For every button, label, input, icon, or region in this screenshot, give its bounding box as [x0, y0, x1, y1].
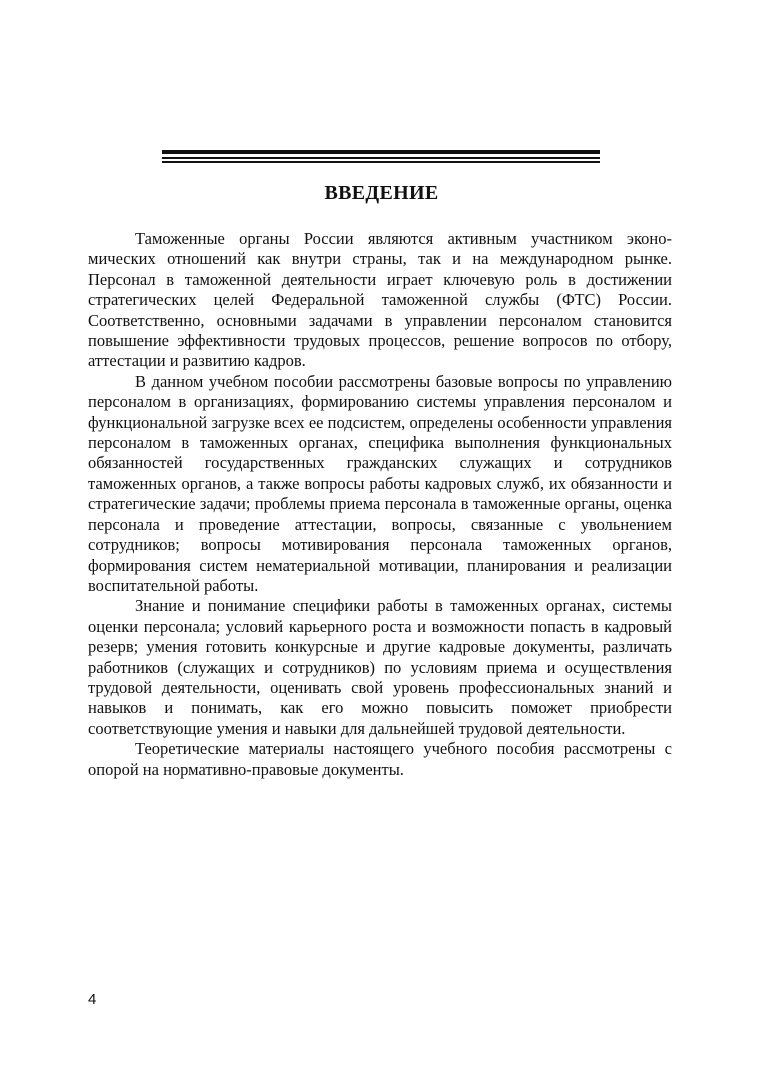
page-number: 4: [88, 991, 97, 1008]
header-rule: [162, 150, 600, 164]
paragraph: Теоретические материалы настоящего учебного пособия рассмотрены с опорой на нормативно-правовые документы.: [88, 739, 672, 779]
header-rule-thin-line: [162, 161, 600, 163]
paragraph: Знание и понимание специфики работы в таможенных органах, системы оценки персонала; условий карьерного роста и возможности попасть в кадровый резерв; умения готовить конкурсные и другие кадровые документы, различать работников (служащих и сотрудников) по условиям приема и осуществления трудовой деятельности, оценивать свой уровень профессиональных знаний и навыков и понимать, как его можно повысить поможет приобрести соответствующие умения и навыки для дальнейшей трудовой деятельности.: [88, 596, 672, 738]
section-title: ВВЕДЕНИЕ: [324, 182, 439, 204]
paragraph: Таможенные органы России являются активным участником экономических отношений как внутри страны, так и на международном рынке. Персонал в таможенной деятельности играет ключевую роль в достижении стратегических целей Федеральной таможенной службы (ФТС) России. Соответственно, основными задачами в управлении персоналом становится повышение эффективности трудовых процессов, решение вопросов по отбору, аттестации и развитию кадров.: [88, 229, 672, 371]
paragraph: В данном учебном пособии рассмотрены базовые вопросы по управлению персоналом в организациях, формированию системы управления персоналом и функциональной загрузке всех ее подсистем, определены особенности управления персоналом в таможенных органах, специфика выполнения функциональных обязанностей государственных гражданских служащих и сотрудников таможенных органов, а также вопросы работы кадровых служб, их обязанности и стратегические задачи; проблемы приема персонала в таможенные органы, оценка персонала и проведение аттестации, вопросы, связанные с увольнением сотрудников; вопросы мотивирования персонала таможенных органов, формирования систем нематериальной мотивации, планирования и реализации воспитательной работы.: [88, 371, 672, 595]
body-text: [88, 229, 672, 780]
header-rule-thick-line: [162, 150, 600, 154]
header-rule-thin-line: [162, 157, 600, 159]
